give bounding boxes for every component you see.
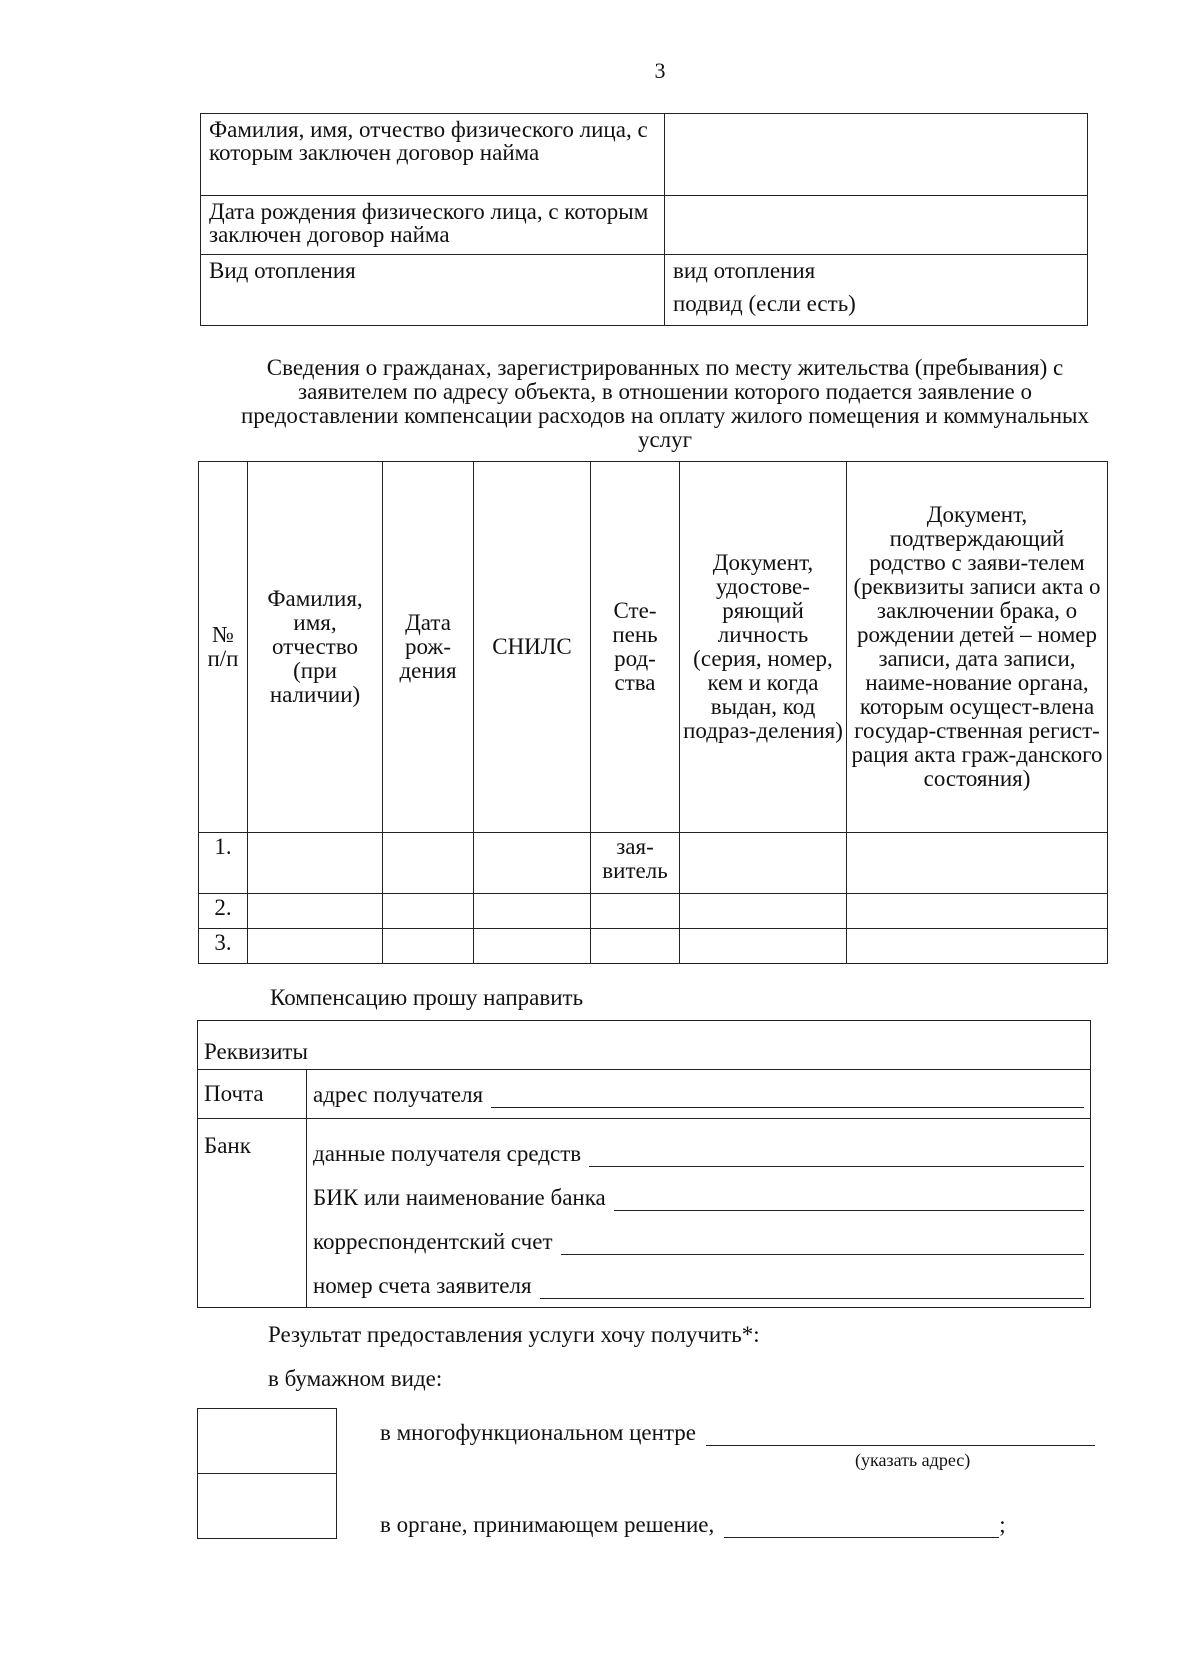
table-row: [201, 196, 1088, 255]
heating-subtype-field: подвид (если есть): [673, 291, 856, 316]
mfc-option-label: в многофункциональном центре: [380, 1420, 696, 1445]
bank-recipient-row: [313, 1123, 1084, 1167]
requisites-header: Реквизиты: [198, 1021, 1091, 1070]
tenant-name-label: Фамилия, имя, отчество физического лица, с которым заключен договор найма: [201, 114, 665, 196]
cell-relation: зая-витель: [591, 833, 680, 894]
table-row: [198, 1021, 1091, 1070]
authority-option-label: в органе, принимающем решение,: [380, 1512, 715, 1537]
mfc-option: [380, 1420, 1095, 1446]
cell-fullname[interactable]: [248, 894, 383, 929]
bank-bik-field[interactable]: [614, 1188, 1084, 1211]
cell-snils[interactable]: [474, 894, 591, 929]
citizens-heading: Сведения о гражданах, зарегистрированных по месту жительства (пребывания) с заявителем по адресу объекта, в отношении которого подается заявление о предоставлении компенсации расходов на оплату жилого помещения и коммунальных услуг: [240, 355, 1089, 452]
mfc-address-hint: (указать адрес): [855, 1450, 971, 1470]
mfc-address-field[interactable]: [706, 1423, 1095, 1446]
col-header-fullname: Фамилия, имя, отчество (при наличии): [248, 462, 383, 833]
bank-recipient-field[interactable]: [589, 1144, 1084, 1167]
col-header-kinship-document: Документ, подтверждающий родство с заяви-телем (реквизиты записи акта о заключении брака, о рождении детей – номер записи, дата записи, наиме-нование органа, которым осущест-влена государ-ственная регист-рация акта граж-данского состояния): [847, 462, 1108, 833]
table-row: [199, 833, 1108, 894]
table-row: [201, 255, 1088, 326]
col-header-id-document: Документ, удостове-ряющий личность (серия, номер, кем и когда выдан, код подраз-деления): [680, 462, 847, 833]
table-row: [199, 894, 1108, 929]
table-header-row: [199, 462, 1108, 833]
cell-relation[interactable]: [591, 894, 680, 929]
authority-option: [380, 1512, 1100, 1538]
tenant-birthdate-value[interactable]: [665, 196, 1088, 255]
bank-cell: [307, 1119, 1091, 1308]
cell-fullname[interactable]: [248, 929, 383, 964]
col-header-birthdate: Дата рож-дения: [383, 462, 474, 833]
bank-bik-label: БИК или наименование банка: [313, 1185, 606, 1210]
row-number: 3.: [199, 929, 248, 964]
col-header-number: № п/п: [199, 462, 248, 833]
cell-snils[interactable]: [474, 929, 591, 964]
cell-id-document[interactable]: [680, 894, 847, 929]
cell-id-document[interactable]: [680, 929, 847, 964]
result-label: Результат предоставления услуги хочу получить*:: [268, 1322, 760, 1347]
correspondent-account-row: [313, 1211, 1084, 1255]
cell-kinship-document[interactable]: [847, 894, 1108, 929]
tenant-info-table: [200, 113, 1088, 326]
applicant-account-field[interactable]: [540, 1276, 1084, 1299]
cell-snils[interactable]: [474, 833, 591, 894]
bank-bik-row: [313, 1167, 1084, 1211]
tenant-name-value[interactable]: [665, 114, 1088, 196]
page-number: 3: [654, 58, 666, 83]
cell-id-document[interactable]: [680, 833, 847, 894]
heating-type-field: вид отопления: [673, 258, 816, 283]
table-row: [198, 1119, 1091, 1308]
correspondent-account-label: корреспондентский счет: [313, 1229, 553, 1254]
compensation-label: Компенсацию прошу направить: [270, 985, 584, 1010]
recipient-address-label: адрес получателя: [313, 1082, 484, 1107]
correspondent-account-field[interactable]: [561, 1232, 1085, 1255]
cell-birthdate[interactable]: [383, 894, 474, 929]
heating-type-cell[interactable]: [665, 255, 1088, 326]
cell-relation[interactable]: [591, 929, 680, 964]
cell-fullname[interactable]: [248, 833, 383, 894]
col-header-snils: СНИЛС: [474, 462, 591, 833]
paper-form-label: в бумажном виде:: [268, 1366, 443, 1391]
tenant-birthdate-label: Дата рождения физического лица, с которым заключен договор найма: [201, 196, 665, 255]
row-number: 1.: [199, 833, 248, 894]
bank-recipient-label: данные получателя средств: [313, 1141, 582, 1166]
payment-details-table: [197, 1020, 1091, 1308]
col-header-relation: Сте-пень род-ства: [591, 462, 680, 833]
applicant-account-label: номер счета заявителя: [313, 1273, 532, 1298]
mfc-checkbox[interactable]: [197, 1408, 337, 1474]
citizens-table: [198, 461, 1108, 964]
heating-type-label: Вид отопления: [201, 255, 665, 326]
post-label: Почта: [198, 1070, 307, 1119]
authority-name-field[interactable]: [724, 1515, 999, 1538]
table-row: [199, 929, 1108, 964]
post-cell: [307, 1070, 1091, 1119]
bank-label: Банк: [198, 1119, 307, 1308]
table-row: [201, 114, 1088, 196]
row-number: 2.: [199, 894, 248, 929]
table-row: [198, 1070, 1091, 1119]
recipient-address-field[interactable]: [491, 1085, 1084, 1108]
cell-kinship-document[interactable]: [847, 929, 1108, 964]
cell-birthdate[interactable]: [383, 833, 474, 894]
recipient-address-row: [313, 1080, 1084, 1108]
applicant-account-row: [313, 1255, 1084, 1299]
cell-kinship-document[interactable]: [847, 833, 1108, 894]
authority-checkbox[interactable]: [197, 1473, 337, 1539]
authority-option-end: ;: [999, 1512, 1006, 1537]
cell-birthdate[interactable]: [383, 929, 474, 964]
